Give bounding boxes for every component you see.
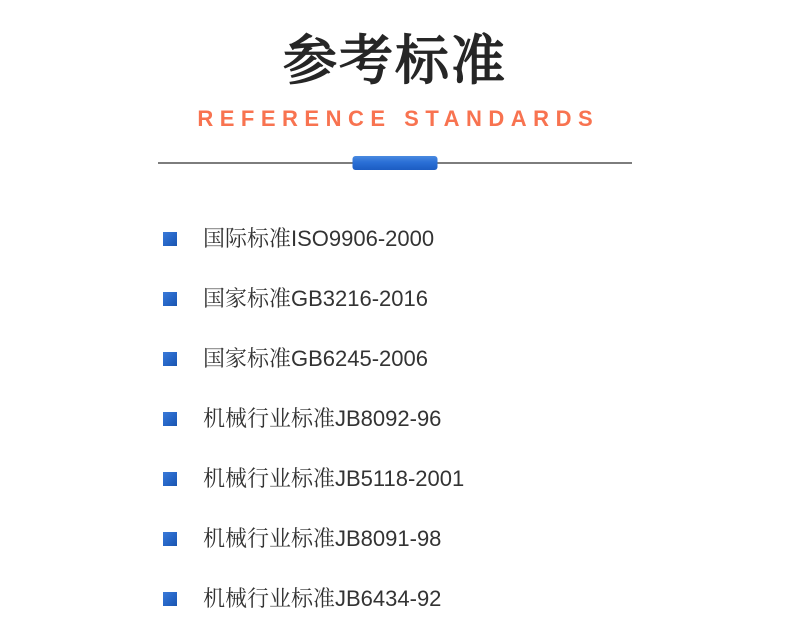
list-item bbox=[163, 449, 790, 509]
standard-label: 机械行业标准JB5118-2001 bbox=[203, 466, 465, 491]
divider-accent-bar bbox=[353, 156, 438, 170]
bullet-square-icon bbox=[163, 532, 177, 546]
list-item bbox=[163, 389, 790, 449]
bullet-square-icon bbox=[163, 472, 177, 486]
list-item bbox=[163, 209, 790, 269]
bullet-square-icon bbox=[163, 292, 177, 306]
bullet-square-icon bbox=[163, 412, 177, 426]
bullet-square-icon bbox=[163, 352, 177, 366]
page-title: 参考标准 bbox=[283, 31, 507, 91]
list-item bbox=[163, 329, 790, 389]
standard-label: 国家标准GB3216-2016 bbox=[203, 286, 428, 311]
standard-label: 机械行业标准JB8092-96 bbox=[203, 406, 442, 431]
divider bbox=[158, 156, 632, 170]
bullet-square-icon bbox=[163, 592, 177, 606]
header bbox=[0, 0, 790, 170]
page-subtitle: REFERENCE STANDARDS bbox=[197, 106, 600, 131]
list-item bbox=[163, 569, 790, 629]
bullet-square-icon bbox=[163, 232, 177, 246]
standard-label: 机械行业标准JB8091-98 bbox=[203, 526, 442, 551]
standards-list bbox=[163, 209, 790, 629]
standard-label: 国际标准ISO9906-2000 bbox=[203, 226, 435, 251]
list-item bbox=[163, 269, 790, 329]
list-item bbox=[163, 509, 790, 569]
standard-label: 国家标准GB6245-2006 bbox=[203, 346, 428, 371]
standard-label: 机械行业标准JB6434-92 bbox=[203, 586, 442, 611]
